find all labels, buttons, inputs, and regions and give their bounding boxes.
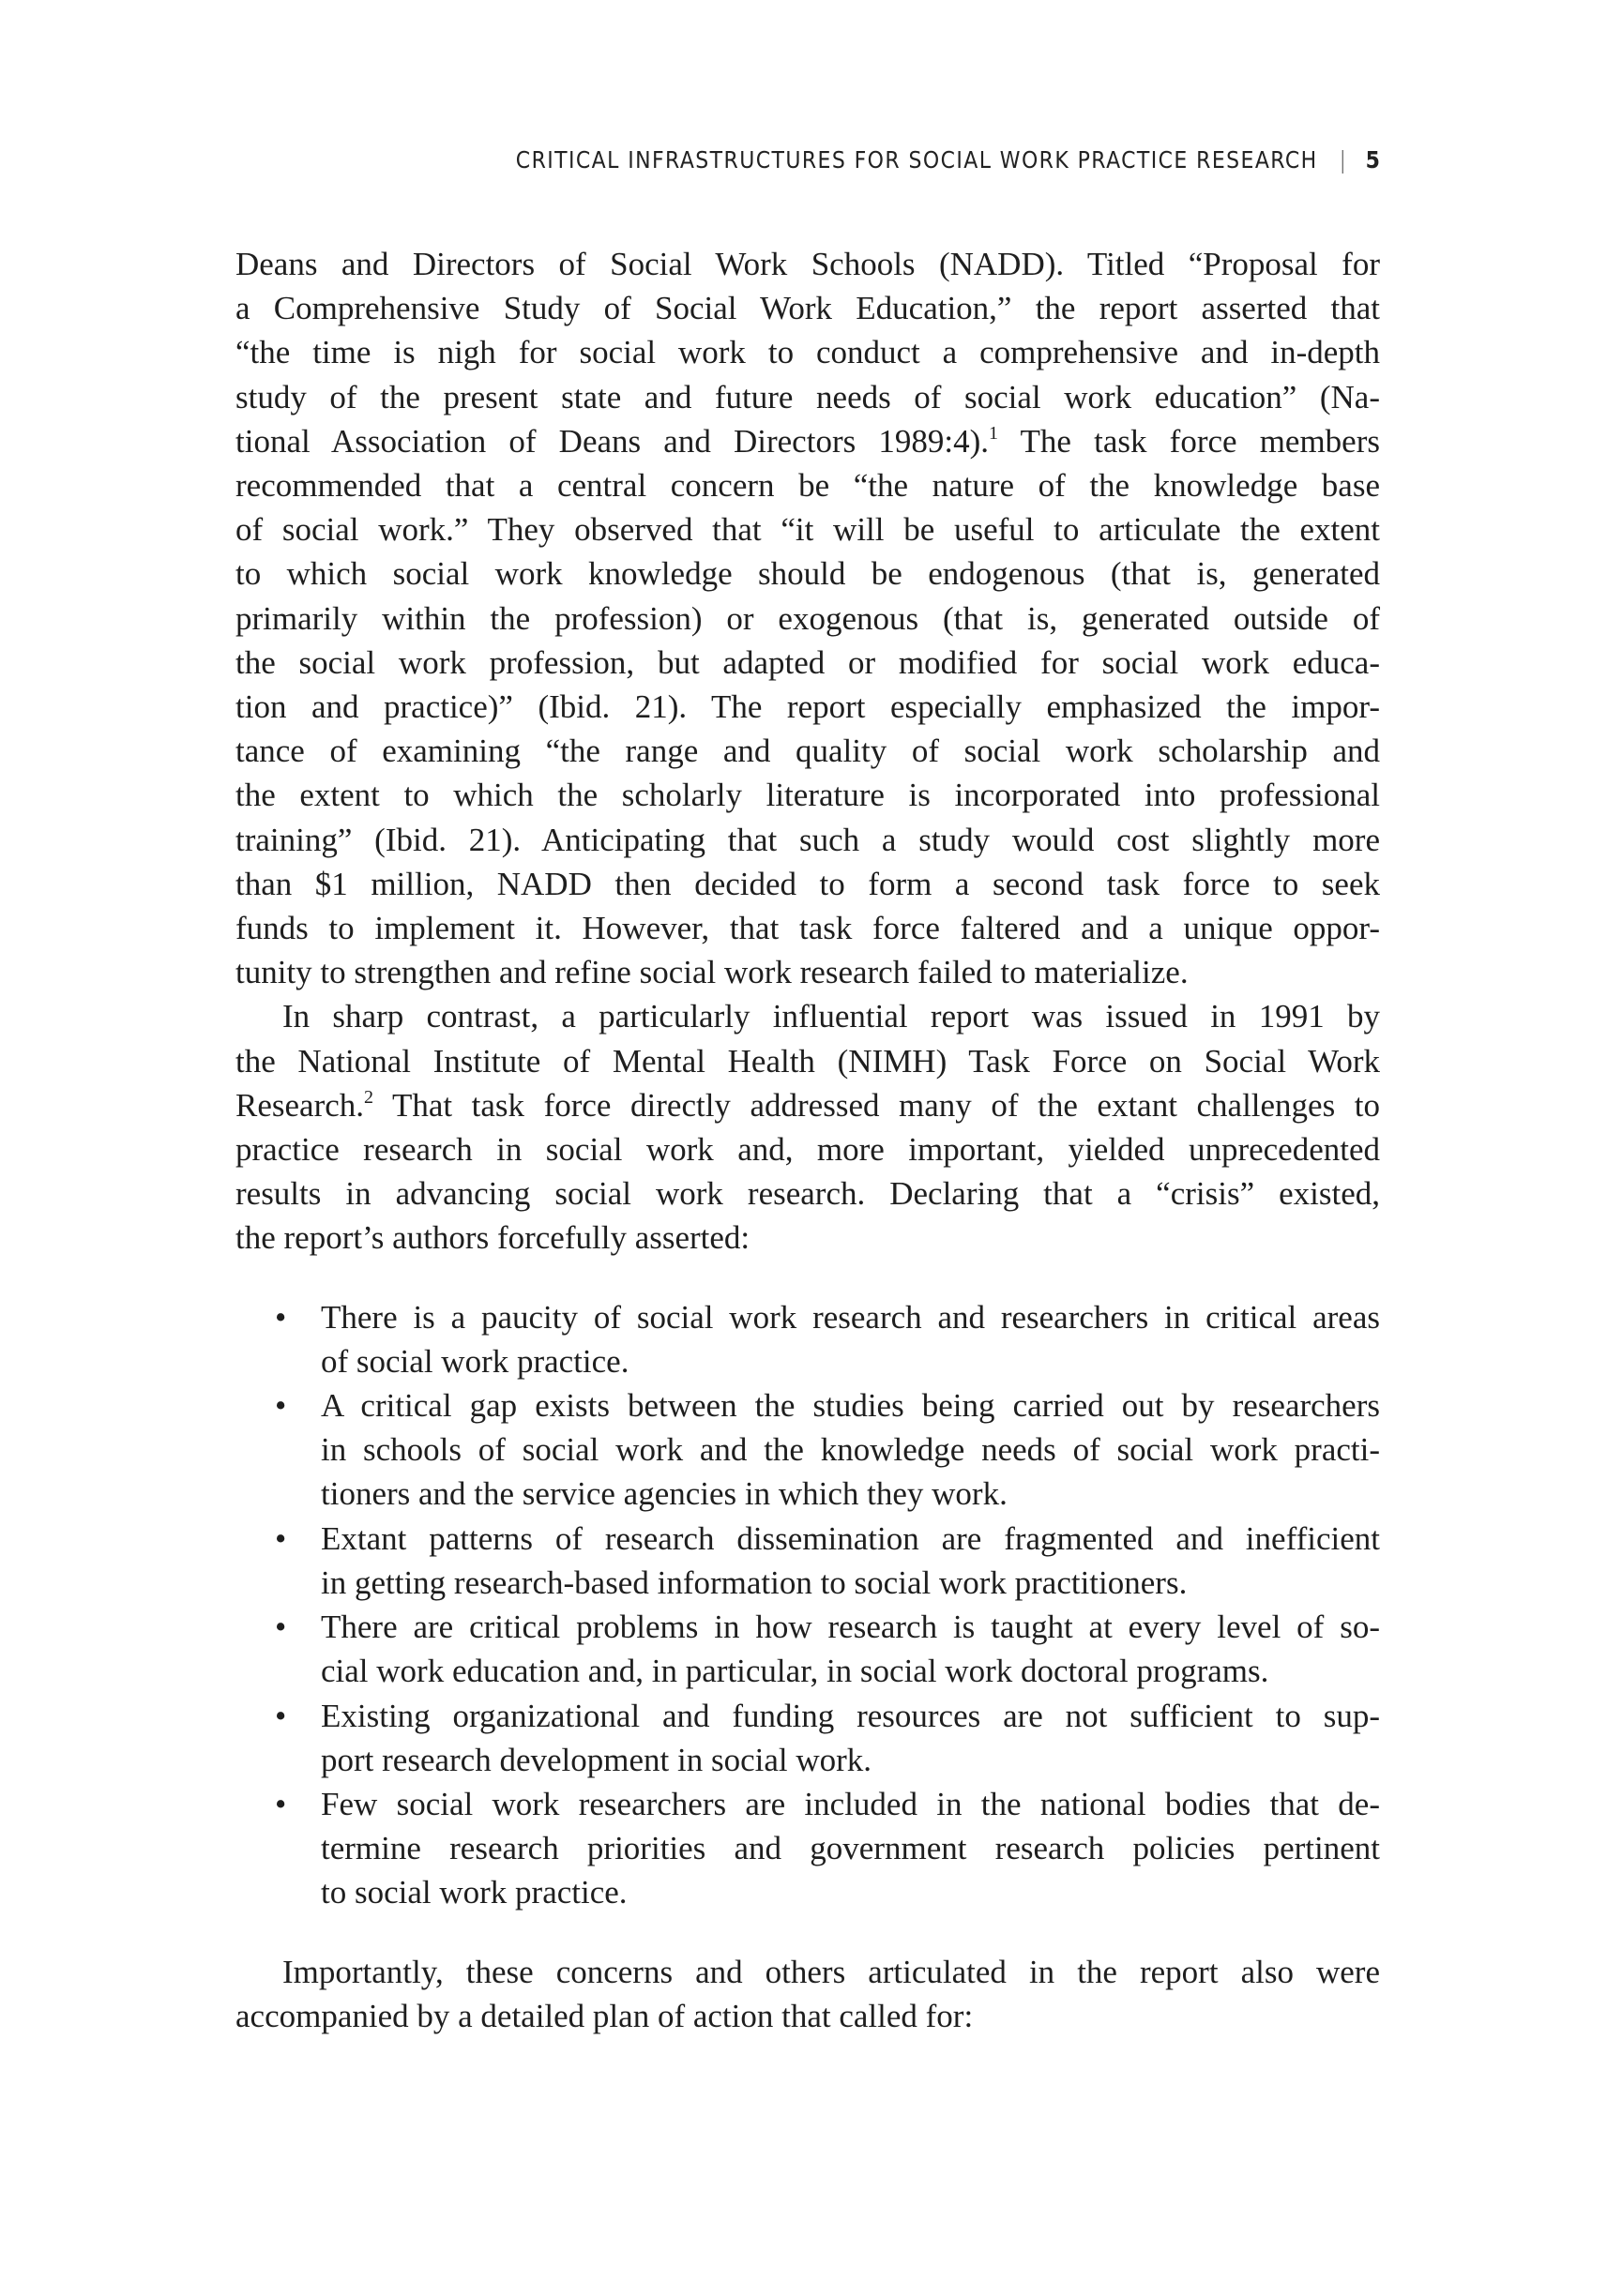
text-line: “the time is nigh for social work to conduct a comprehensive and in-depth bbox=[235, 334, 1380, 371]
bullet-list bbox=[235, 1295, 1380, 1915]
text-line: • Existing organizational and funding resources are not sufficient to sup- bbox=[321, 1697, 1380, 1734]
text-line: of social work.” They observed that “it will be useful to articulate the extent bbox=[235, 511, 1380, 549]
text-line: practice research in social work and, more important, yielded unprecedented bbox=[235, 1131, 1380, 1169]
text-line: to which social work knowledge should be endogenous (that is, generated bbox=[235, 555, 1380, 593]
text-line: tance of examining “the range and quality of social work scholarship and bbox=[235, 733, 1380, 770]
text-line: • A critical gap exists between the studies being carried out by researchers bbox=[321, 1387, 1380, 1425]
text-line: the social work profession, but adapted or modified for social work educa- bbox=[235, 643, 1380, 681]
text-line: cial work education and, in particular, in social work doctoral programs. bbox=[321, 1653, 1269, 1690]
running-title: CRITICAL INFRASTRUCTURES FOR SOCIAL WORK PRACTICE RESEARCH bbox=[515, 146, 1318, 174]
footnote-ref-1[interactable]: 1 bbox=[989, 422, 999, 444]
text-line: recommended that a central concern be “the nature of the knowledge base bbox=[235, 467, 1380, 505]
bullet-item bbox=[321, 1694, 1380, 1782]
text-line: In sharp contrast, a particularly influential report was issued in 1991 by bbox=[282, 998, 1380, 1035]
text-line: in schools of social work and the knowledge needs of social work practi- bbox=[321, 1431, 1380, 1469]
text-line bbox=[235, 1083, 1380, 1127]
text-fragment: Research. bbox=[235, 1086, 365, 1124]
text-line: to social work practice. bbox=[321, 1874, 628, 1911]
text-fragment: The task force members bbox=[998, 422, 1380, 460]
text-line: training” (Ibid. 21). Anticipating that such a study would cost slightly more bbox=[235, 821, 1380, 858]
header-separator: | bbox=[1339, 146, 1347, 174]
paragraph-1 bbox=[235, 242, 1380, 994]
text-line: tunity to strengthen and refine social work research failed to materialize. bbox=[235, 954, 1189, 991]
text-fragment: That task force directly addressed many of the extant challenges to bbox=[373, 1086, 1380, 1124]
text-line: termine research priorities and government research policies pertinent bbox=[321, 1830, 1380, 1867]
text-line: the National Institute of Mental Health (NIMH) Task Force on Social Work bbox=[235, 1042, 1380, 1080]
citation-text: tional Association of Deans and Directors 1989:4). bbox=[235, 422, 990, 460]
text-line: port research development in social work. bbox=[321, 1741, 872, 1778]
text-line: a Comprehensive Study of Social Work Education,” the report asserted that bbox=[235, 290, 1380, 327]
bullet-item bbox=[321, 1605, 1380, 1693]
running-head bbox=[515, 146, 1381, 174]
text-line: accompanied by a detailed plan of action that called for: bbox=[235, 1997, 974, 2034]
bullet-item bbox=[321, 1383, 1380, 1517]
bullet-item bbox=[321, 1295, 1380, 1383]
page-number: 5 bbox=[1365, 146, 1381, 174]
text-line: in getting research-based information to social work practitioners. bbox=[321, 1563, 1188, 1601]
body-text bbox=[235, 242, 1380, 2038]
text-line: Deans and Directors of Social Work Schools (NADD). Titled “Proposal for bbox=[235, 246, 1380, 282]
text-line: primarily within the profession) or exogenous (that is, generated outside of bbox=[235, 599, 1380, 637]
text-line: tioners and the service agencies in which they work. bbox=[321, 1475, 1008, 1513]
text-line: results in advancing social work research. Declaring that a “crisis” existed, bbox=[235, 1175, 1380, 1213]
text-line: • Few social work researchers are included in the national bodies that de- bbox=[321, 1785, 1380, 1822]
text-line: Importantly, these concerns and others articulated in the report also were bbox=[282, 1953, 1380, 1990]
text-line bbox=[235, 419, 1380, 463]
text-line: of social work practice. bbox=[321, 1342, 629, 1380]
paragraph-3 bbox=[235, 1950, 1380, 2038]
text-line: • There is a paucity of social work research and researchers in critical areas bbox=[321, 1298, 1380, 1336]
text-line: • Extant patterns of research dissemination are fragmented and inefficient bbox=[321, 1519, 1380, 1557]
text-line: funds to implement it. However, that task force faltered and a unique oppor- bbox=[235, 910, 1380, 947]
footnote-ref-2[interactable]: 2 bbox=[364, 1086, 374, 1108]
text-line: the report’s authors forcefully asserted: bbox=[235, 1219, 750, 1257]
text-line: • There are critical problems in how research is taught at every level of so- bbox=[321, 1609, 1380, 1646]
bullet-item bbox=[321, 1782, 1380, 1915]
text-line: tion and practice)” (Ibid. 21). The report especially emphasized the impor- bbox=[235, 688, 1380, 726]
paragraph-2 bbox=[235, 994, 1380, 1260]
bullet-item bbox=[321, 1517, 1380, 1605]
text-line: than $1 million, NADD then decided to form a second task force to seek bbox=[235, 865, 1380, 902]
text-line: study of the present state and future needs of social work education” (Na- bbox=[235, 378, 1380, 415]
text-line: the extent to which the scholarly literature is incorporated into professional bbox=[235, 777, 1380, 814]
